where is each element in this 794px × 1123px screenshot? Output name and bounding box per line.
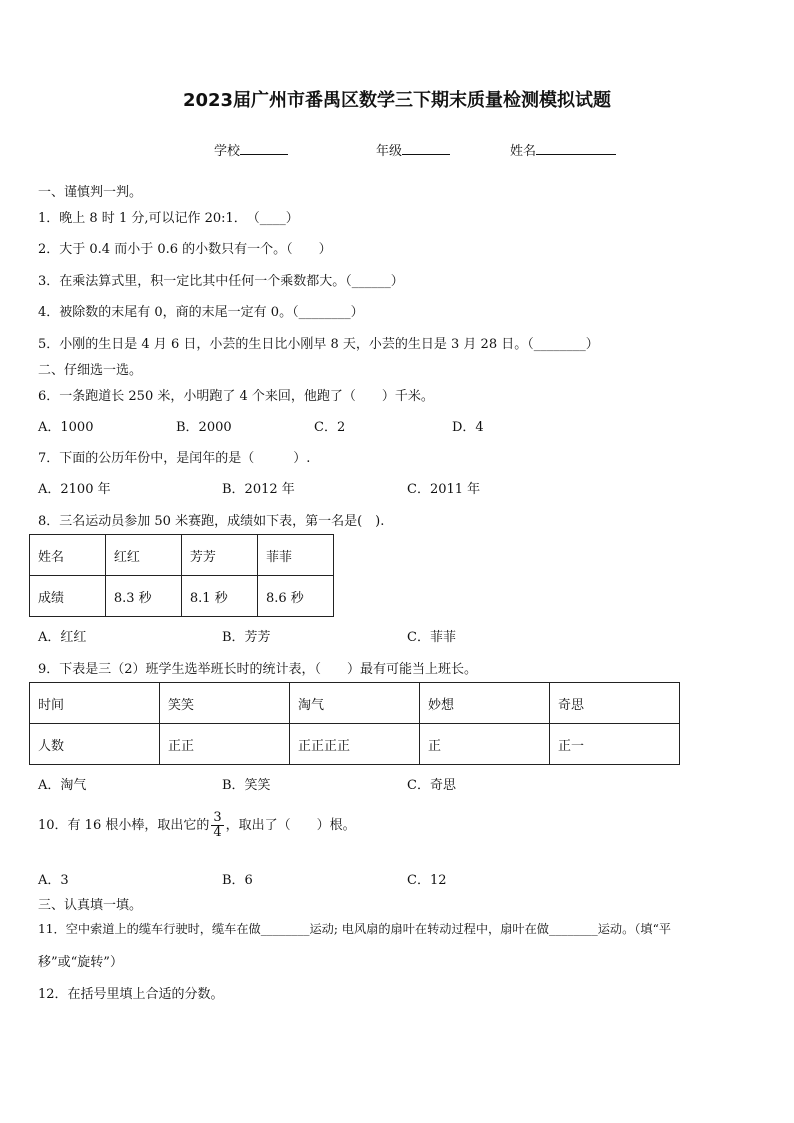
q6-option-d: D．4 (452, 420, 484, 435)
q6-option-b: B．2000 (176, 420, 232, 435)
question-11-line-1: 11．空中索道上的缆车行驶时，缆车在做________运动; 电风扇的扇叶在转动过程中，扇叶在做________运动。（填“平 (38, 922, 671, 936)
table-cell: 芳芳 (181, 535, 257, 576)
table-cell: 正正 (160, 724, 290, 765)
q9-table (29, 682, 680, 765)
section-heading-2: 二、仔细选一选。 (38, 363, 143, 378)
q8-table (29, 534, 334, 617)
q10-text-before: 10．有 16 根小棒，取出它的 (38, 818, 210, 833)
grade-field (376, 140, 450, 159)
q10-text-after: ，取出了（ ）根。 (225, 818, 356, 833)
table-cell: 8.3 秒 (105, 576, 181, 617)
table-row (30, 724, 680, 765)
table-cell: 妙想 (420, 683, 550, 724)
table-cell: 奇思 (550, 683, 680, 724)
question-5: 5．小刚的生日是 4 月 6 日，小芸的生日比小刚早 8 天，小芸的生日是 3 月 28 日。（________） (38, 337, 599, 352)
q6-option-c: C．2 (314, 420, 346, 435)
q8-option-c: C．菲菲 (407, 630, 456, 645)
q8-option-b: B．芳芳 (222, 630, 271, 645)
section-heading-3: 三、认真填一填。 (38, 898, 143, 913)
table-cell: 成绩 (30, 576, 106, 617)
question-2: 2．大于 0.4 而小于 0.6 的小数只有一个。（ ） (38, 242, 332, 257)
q9-option-a: A．淘气 (38, 778, 87, 793)
table-cell: 正 (420, 724, 550, 765)
section-heading-1: 一、谨慎判一判。 (38, 185, 143, 200)
question-4: 4．被除数的末尾有 0，商的末尾一定有 0。（________） (38, 305, 364, 320)
table-cell: 淘气 (290, 683, 420, 724)
table-row (30, 683, 680, 724)
table-row (30, 576, 334, 617)
table-cell: 时间 (30, 683, 160, 724)
question-6: 6．一条跑道长 250 米，小明跑了 4 个来回，他跑了（ ）千米。 (38, 389, 434, 404)
question-12: 12．在括号里填上合适的分数。 (38, 987, 224, 1002)
table-cell: 正一 (550, 724, 680, 765)
q6-option-a: A．1000 (38, 420, 94, 435)
table-cell: 笑笑 (160, 683, 290, 724)
q7-option-c: C．2011 年 (407, 482, 481, 497)
grade-blank (402, 140, 450, 155)
question-1: 1．晚上 8 时 1 分,可以记作 20:1． （____） (38, 211, 299, 226)
name-blank (536, 140, 616, 155)
table-cell: 8.6 秒 (257, 576, 333, 617)
question-11-line-2: 移”或“旋转”） (38, 955, 123, 970)
table-row (30, 535, 334, 576)
question-10 (38, 811, 356, 840)
table-cell: 8.1 秒 (181, 576, 257, 617)
fraction-numerator: 3 (213, 810, 222, 825)
table-cell: 红红 (105, 535, 181, 576)
q9-option-b: B．笑笑 (222, 778, 271, 793)
table-cell: 正正正正 (290, 724, 420, 765)
table-cell: 姓名 (30, 535, 106, 576)
name-field (510, 140, 616, 159)
q9-option-c: C．奇思 (407, 778, 456, 793)
table-cell: 人数 (30, 724, 160, 765)
grade-label: 年级 (376, 144, 403, 159)
q10-option-a: A．3 (38, 873, 69, 888)
q7-option-b: B．2012 年 (222, 482, 295, 497)
fraction-three-quarters (211, 811, 223, 840)
name-label: 姓名 (510, 144, 537, 159)
school-blank (240, 140, 288, 155)
question-3: 3．在乘法算式里，积一定比其中任何一个乘数都大。（______） (38, 274, 404, 289)
question-8: 8．三名运动员参加 50 米赛跑，成绩如下表，第一名是( ). (38, 514, 385, 529)
q10-option-c: C．12 (407, 873, 447, 888)
page-title: 2023届广州市番禺区数学三下期末质量检测模拟试题 (182, 90, 612, 111)
q8-option-a: A．红红 (38, 630, 87, 645)
q7-option-a: A．2100 年 (38, 482, 111, 497)
q10-option-b: B．6 (222, 873, 253, 888)
table-cell: 菲菲 (257, 535, 333, 576)
school-label: 学校 (214, 144, 241, 159)
school-field (214, 140, 288, 159)
question-7: 7．下面的公历年份中，是闰年的是（ ）. (38, 451, 311, 466)
question-9: 9．下表是三（2）班学生选举班长时的统计表，（ ）最有可能当上班长。 (38, 662, 478, 677)
fraction-denominator: 4 (213, 825, 222, 840)
